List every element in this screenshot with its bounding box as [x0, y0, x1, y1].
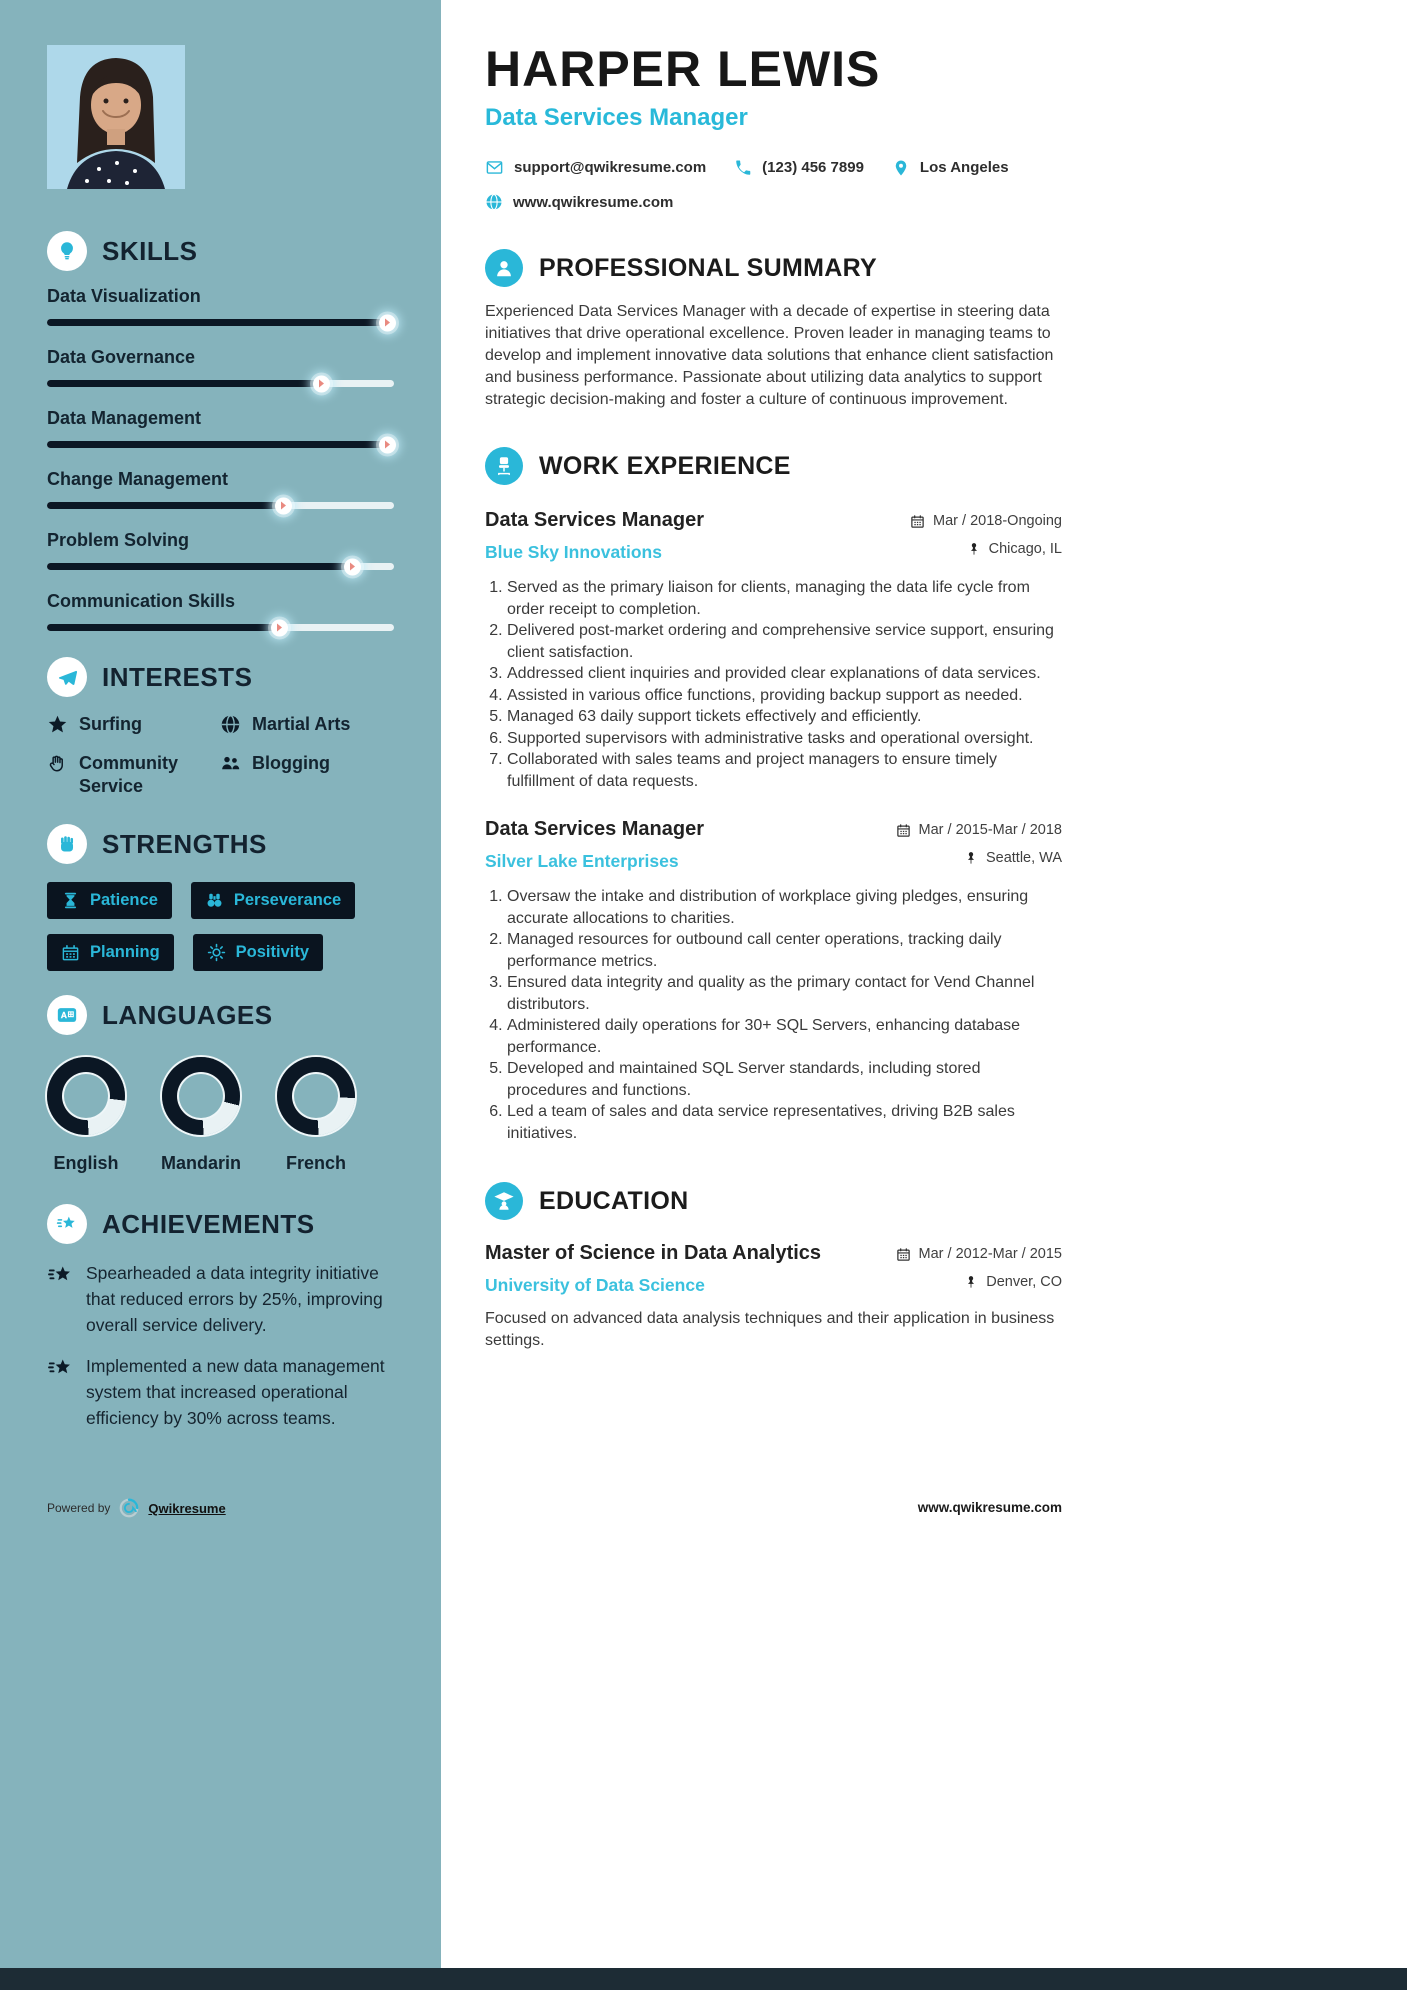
- calendar-icon: [61, 943, 80, 962]
- contact-row: [485, 158, 1062, 177]
- strength-label: Positivity: [235, 943, 310, 961]
- strengths-title: STRENGTHS: [102, 828, 267, 859]
- achievements-section-header: [47, 1204, 394, 1244]
- job-title: Data Services Manager: [485, 509, 705, 531]
- school-name: University of Data Science: [485, 1275, 705, 1295]
- person-icon: [485, 249, 523, 287]
- globe-icon: [485, 193, 503, 211]
- email-text: support@qwikresume.com: [514, 159, 707, 176]
- bullet: 6. Led a team of sales and data service representatives, driving B2B sales initiatives.: [507, 1101, 1062, 1144]
- bullet: 1. Oversaw the intake and distribution of workplace giving pledges, ensuring accurate allocations to charities.: [507, 886, 1062, 929]
- sun-icon: [207, 943, 226, 962]
- language-item: [162, 1057, 240, 1174]
- interest-item: [47, 713, 220, 736]
- profile-photo: [47, 45, 185, 189]
- interests-title: INTERESTS: [102, 661, 253, 692]
- shooting-star-icon: [47, 1204, 87, 1244]
- strength-label: Perseverance: [233, 891, 342, 909]
- website-text: www.qwikresume.com: [513, 193, 674, 211]
- powered-by-label: Powered by: [47, 1501, 111, 1515]
- education-text: Focused on advanced data analysis techniques and their application in business settings.: [485, 1310, 1055, 1349]
- languages-title: LANGUAGES: [102, 999, 273, 1030]
- interest-label: Community Service: [79, 753, 178, 796]
- binoculars-icon: [205, 891, 224, 910]
- users-icon: [220, 753, 241, 774]
- skills-section-header: [47, 231, 394, 271]
- skill-slider: [47, 624, 394, 631]
- achievement-item: [47, 1260, 394, 1338]
- strengths-list: [47, 882, 394, 971]
- degree-title: Master of Science in Data Analytics: [485, 1242, 822, 1264]
- summary-text: Experienced Data Services Manager with a decade of expertise in steering data initiatives that drive operational excellence. Proven leader in managing teams to develop and implement innovative data solutions that enhance client satisfaction and business performance. Passionate about utilizing data analytics to support strategic decision-making and foster a culture of continuous improvement.: [485, 303, 1054, 408]
- interest-item: [47, 752, 220, 798]
- skills-list: [47, 285, 394, 631]
- skill-label: Data Governance: [47, 347, 196, 367]
- translate-icon: [47, 995, 87, 1035]
- strength-badge: [47, 934, 174, 971]
- education-dates: Mar / 2012-Mar / 2015: [896, 1246, 1062, 1262]
- achievement-text: Spearheaded a data integrity initiative that reduced errors by 25%, improving overall service delivery.: [86, 1263, 383, 1335]
- bullet: 4. Assisted in various office functions, providing backup support as needed.: [507, 685, 1062, 707]
- language-label: Mandarin: [161, 1153, 242, 1173]
- education-header: [485, 1242, 1062, 1296]
- language-donut: [277, 1057, 355, 1135]
- language-item: [47, 1057, 125, 1174]
- summary-section-header: [485, 249, 1062, 287]
- phone-text: (123) 456 7899: [762, 159, 864, 176]
- slider-knob[interactable]: [271, 619, 288, 636]
- skill-slider: [47, 441, 394, 448]
- location-text: Los Angeles: [919, 159, 1009, 176]
- strength-label: Planning: [90, 943, 160, 961]
- person-role: Data Services Manager: [485, 104, 748, 131]
- summary-title: PROFESSIONAL SUMMARY: [539, 253, 877, 282]
- hand-icon: [47, 753, 68, 774]
- bullet: 1. Served as the primary liaison for clients, managing the data life cycle from order receipt to completion.: [507, 577, 1062, 620]
- job-header: [485, 818, 1062, 872]
- interests-list: [47, 713, 394, 798]
- skill-label: Data Management: [47, 408, 202, 428]
- slider-knob[interactable]: [379, 436, 396, 453]
- bullet: 2. Delivered post-market ordering and comprehensive service support, ensuring client satisfaction.: [507, 620, 1062, 663]
- slider-knob[interactable]: [379, 314, 396, 331]
- job-bullets: [485, 577, 1062, 792]
- job-bullets: [485, 886, 1062, 1144]
- graduate-icon: [485, 1182, 523, 1220]
- skill-slider: [47, 380, 394, 387]
- phone-icon: [734, 159, 752, 177]
- bullet: 2. Managed resources for outbound call center operations, tracking daily performance metrics.: [507, 929, 1062, 972]
- skill-label: Change Management: [47, 469, 229, 489]
- language-label: French: [285, 1153, 346, 1173]
- shooting-star-icon: [47, 1355, 74, 1382]
- job-location: Seattle, WA: [896, 850, 1062, 866]
- job-company: Silver Lake Enterprises: [485, 851, 679, 871]
- job-title: Data Services Manager: [485, 818, 705, 840]
- calendar-icon: [910, 514, 925, 529]
- map-pin-icon: [892, 159, 910, 177]
- slider-knob[interactable]: [275, 497, 292, 514]
- fist-icon: [47, 824, 87, 864]
- skill-slider: [47, 563, 394, 570]
- skill-item: [47, 590, 394, 631]
- skill-slider: [47, 319, 394, 326]
- interest-label: Blogging: [252, 753, 330, 773]
- skill-item: [47, 529, 394, 570]
- pushpin-icon: [967, 542, 981, 556]
- calendar-icon: [896, 823, 911, 838]
- skill-item: [47, 285, 394, 326]
- strength-badge: [47, 882, 172, 919]
- skill-item: [47, 468, 394, 509]
- achievements-title: ACHIEVEMENTS: [102, 1208, 315, 1239]
- skill-item: [47, 346, 394, 387]
- strengths-section-header: [47, 824, 394, 864]
- bullet: 5. Developed and maintained SQL Server standards, including stored procedures and functions.: [507, 1058, 1062, 1101]
- bullet: 4. Administered daily operations for 30+ SQL Servers, enhancing database performance.: [507, 1015, 1062, 1058]
- pushpin-icon: [964, 851, 978, 865]
- skill-label: Problem Solving: [47, 530, 190, 550]
- footer-website[interactable]: www.qwikresume.com: [917, 1500, 1062, 1515]
- achievement-text: Implemented a new data management system that increased operational efficiency by 30% across teams.: [86, 1356, 385, 1428]
- education-location: Denver, CO: [896, 1274, 1062, 1290]
- skill-item: [47, 407, 394, 448]
- interests-section-header: [47, 657, 394, 697]
- pushpin-icon: [964, 1275, 978, 1289]
- job-dates: Mar / 2018-Ongoing: [910, 513, 1062, 529]
- calendar-icon: [896, 1247, 911, 1262]
- email-contact[interactable]: [485, 158, 706, 177]
- skill-slider: [47, 502, 394, 509]
- bullet: 6. Supported supervisors with administrative tasks and operational oversight.: [507, 728, 1062, 750]
- slider-knob[interactable]: [344, 558, 361, 575]
- slider-knob[interactable]: [313, 375, 330, 392]
- strength-label: Patience: [90, 891, 158, 909]
- languages-list: [47, 1057, 394, 1174]
- achievement-item: [47, 1353, 394, 1431]
- bullet: 7. Collaborated with sales teams and project managers to ensure timely fulfillment of data requests.: [507, 749, 1062, 792]
- bullet: 5. Managed 63 daily support tickets effectively and efficiently.: [507, 706, 1062, 728]
- skill-label: Data Visualization: [47, 286, 201, 306]
- main-column: [441, 0, 1407, 1352]
- qwikresume-logo-icon[interactable]: [118, 1497, 140, 1519]
- education-title: EDUCATION: [539, 1186, 689, 1215]
- skills-title: SKILLS: [102, 235, 198, 266]
- job-company: Blue Sky Innovations: [485, 542, 662, 562]
- language-donut: [162, 1057, 240, 1135]
- bottom-strip: [0, 1968, 1407, 1990]
- skill-label: Communication Skills: [47, 591, 236, 611]
- work-section-header: [485, 447, 1062, 485]
- interest-item: [220, 713, 394, 736]
- phone-contact[interactable]: [734, 159, 864, 177]
- work-title: WORK EXPERIENCE: [539, 451, 791, 480]
- hourglass-icon: [61, 891, 80, 910]
- website-contact[interactable]: [485, 193, 673, 211]
- strength-badge: [193, 934, 323, 971]
- bullet: 3. Ensured data integrity and quality as the primary contact for Vend Channel distributors.: [507, 972, 1062, 1015]
- sidebar: [0, 0, 441, 1990]
- website-row: [485, 193, 1062, 211]
- language-label: English: [53, 1153, 119, 1173]
- interest-item: [220, 752, 394, 798]
- interest-label: Surfing: [79, 714, 142, 734]
- languages-section-header: [47, 995, 394, 1035]
- office-chair-icon: [485, 447, 523, 485]
- job-location: Chicago, IL: [910, 541, 1062, 557]
- paper-plane-icon: [47, 657, 87, 697]
- person-name: HARPER LEWIS: [485, 41, 881, 97]
- interest-label: Martial Arts: [252, 714, 351, 734]
- language-donut: [47, 1057, 125, 1135]
- achievements-list: [47, 1260, 394, 1431]
- bullet: 3. Addressed client inquiries and provided clear explanations of data services.: [507, 663, 1062, 685]
- strength-badge: [191, 882, 355, 919]
- education-section-header: [485, 1182, 1062, 1220]
- qwikresume-link[interactable]: Qwikresume: [148, 1500, 226, 1516]
- footer-branding: [47, 1497, 226, 1519]
- star-icon: [47, 714, 68, 735]
- location-contact: [892, 159, 1009, 177]
- job-dates: Mar / 2015-Mar / 2018: [896, 822, 1062, 838]
- job-header: [485, 509, 1062, 563]
- lightbulb-icon: [47, 231, 87, 271]
- language-item: [277, 1057, 355, 1174]
- shooting-star-icon: [47, 1262, 74, 1289]
- globe-icon: [220, 714, 241, 735]
- envelope-icon: [485, 158, 504, 177]
